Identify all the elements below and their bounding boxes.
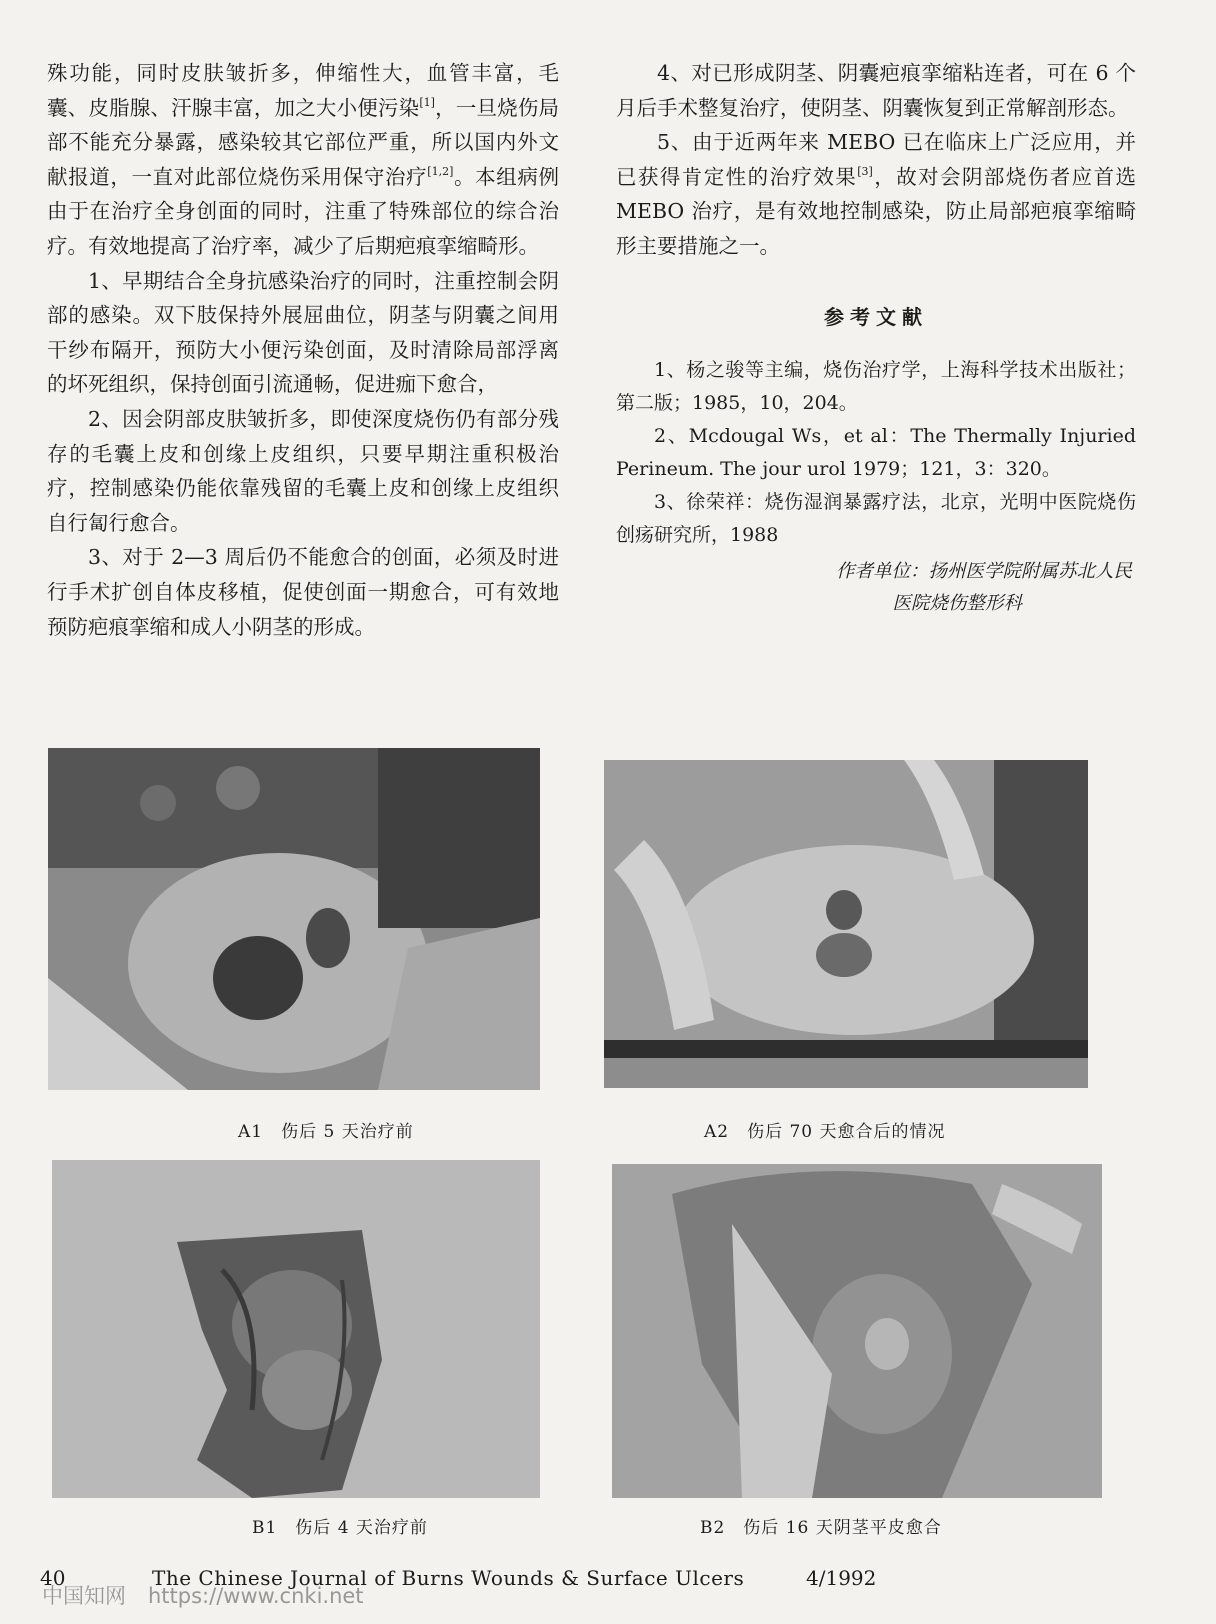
photo-a1-image [48, 748, 540, 1090]
photo-a2 [604, 760, 1088, 1088]
right-text-column [616, 56, 1136, 620]
watermark [42, 1580, 364, 1610]
reference-3: 3、徐荣祥：烧伤湿润暴露疗法，北京，光明中医院烧伤创疡研究所，1988 [616, 491, 1136, 547]
watermark-url: https://www.cnki.net [148, 1584, 364, 1608]
photo-a1 [48, 748, 540, 1090]
citation-1-2: [1,2] [427, 164, 454, 178]
caption-b2: B2 伤后 16 天阴茎平皮愈合 [700, 1518, 942, 1538]
paragraph-intro: 殊功能，同时皮肤皱折多，伸缩性大，血管丰富，毛囊、皮脂腺、汗腺丰富，加之大小便污染[1]，一旦烧伤局部不能充分暴露，感染较其它部位严重，所以国内外文献报道，一直对此部位烧伤采用保守治疗[1,2]。本组病例由于在治疗全身创面的同时，注重了特殊部位的综合治疗。有效地提高了治疗率，减少了后期疤痕挛缩畸形。 [47, 61, 560, 258]
photo-b2-image [612, 1164, 1102, 1498]
reference-1: 1、杨之骏等主编，烧伤治疗学，上海科学技术出版社；第二版；1985，10，204。 [616, 359, 1136, 415]
photo-b1-image [52, 1160, 540, 1498]
caption-a1: A1 伤后 5 天治疗前 [238, 1122, 414, 1142]
issue-number: 4/1992 [806, 1566, 877, 1590]
paragraph-item-2: 2、因会阴部皮肤皱折多，即使深度烧伤仍有部分残存的毛囊上皮和创缘上皮组织，只要早期注重积极治疗，控制感染仍能依靠残留的毛囊上皮和创缘上皮组织自行匐行愈合。 [47, 406, 559, 535]
caption-b1: B1 伤后 4 天治疗前 [252, 1518, 428, 1538]
watermark-site: 中国知网 [42, 1584, 126, 1608]
paragraph-item-5: 5、由于近两年来 MEBO 已在临床上广泛应用，并已获得肯定性的治疗效果[3]，故对会阴部烧伤者应首选 MEBO 治疗，是有效地控制感染，防止局部疤痕挛缩畸形主要措施之一。 [616, 130, 1137, 258]
photo-a2-image [604, 760, 1088, 1088]
photo-b2 [612, 1164, 1102, 1498]
citation-3: [3] [857, 164, 873, 178]
page-number: 40 [40, 1566, 66, 1590]
journal-name: The Chinese Journal of Burns Wounds & Surface Ulcers [152, 1566, 745, 1590]
references-list [616, 354, 1136, 552]
author-affiliation: 作者单位：扬州医学院附属苏北人民 医院烧伤整形科 [835, 561, 1132, 615]
paragraph-item-3: 3、对于 2—3 周后仍不能愈合的创面，必须及时进行手术扩创自体皮移植，促使创面一期愈合，可有效地预防疤痕挛缩和成人小阴茎的形成。 [47, 545, 559, 639]
citation-1: [1] [419, 95, 435, 109]
caption-a2: A2 伤后 70 天愈合后的情况 [704, 1122, 946, 1142]
left-text-column [47, 56, 559, 644]
references-heading: 参考文献 [824, 304, 928, 329]
photo-b1 [52, 1160, 540, 1498]
reference-2: 2、Mcdougal Ws，et al：The Thermally Injuried Perineum. The jour urol 1979；121，3：320。 [616, 425, 1136, 481]
paragraph-item-4: 4、对已形成阴茎、阴囊疤痕挛缩粘连者，可在 6 个月后手术整复治疗，使阴茎、阴囊恢复到正常解剖形态。 [616, 61, 1136, 120]
paragraph-item-1: 1、早期结合全身抗感染治疗的同时，注重控制会阴部的感染。双下肢保持外展屈曲位，阴茎与阴囊之间用干纱布隔开，预防大小便污染创面，及时清除局部浮离的坏死组织，保持创面引流通畅，促进痂下愈合， [47, 268, 559, 397]
